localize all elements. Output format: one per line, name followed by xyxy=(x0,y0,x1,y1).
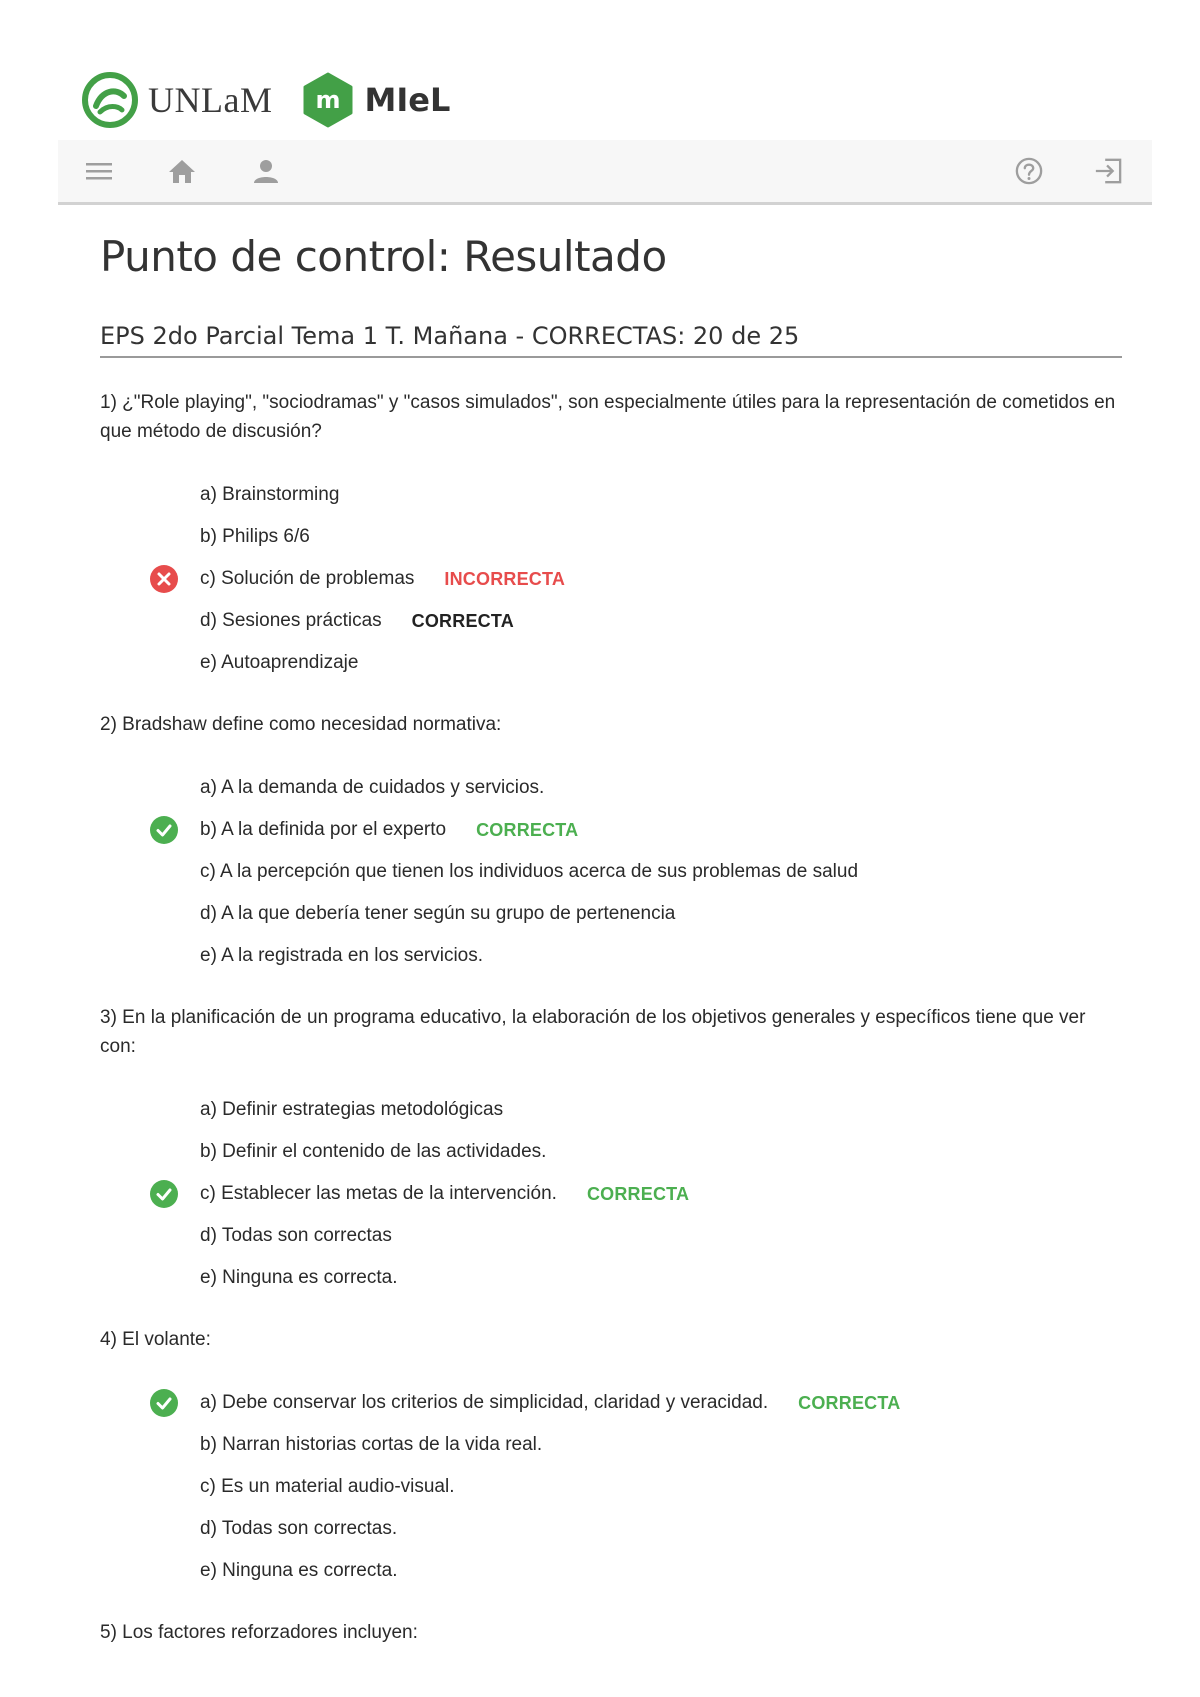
answer-option xyxy=(100,1466,1120,1508)
answer-verdict: CORRECTA xyxy=(586,1183,690,1204)
answer-option-label: b) A la definida por el experto xyxy=(200,819,447,840)
answer-option xyxy=(100,1173,1120,1215)
answer-option-label: c) Establecer las metas de la intervención. xyxy=(200,1183,557,1204)
logout-icon[interactable] xyxy=(1094,157,1122,185)
options-list xyxy=(100,1382,1120,1592)
question-text: 4) El volante: xyxy=(100,1329,211,1350)
answer-option xyxy=(100,642,1120,684)
unlam-name: UNLaM xyxy=(148,80,273,120)
answer-option-label: a) Definir estrategias metodológicas xyxy=(200,1099,504,1120)
questions-list xyxy=(100,388,1120,1647)
answer-option-label: d) Todas son correctas xyxy=(200,1225,392,1246)
answer-option xyxy=(100,809,1120,851)
options-list xyxy=(100,474,1120,684)
correct-check-icon xyxy=(150,1389,178,1417)
question-item xyxy=(100,1003,1120,1299)
answer-option xyxy=(100,558,1120,600)
header-logos xyxy=(82,70,450,130)
answer-option-label: e) A la registrada en los servicios. xyxy=(200,945,484,966)
answer-option-label: b) Narran historias cortas de la vida real. xyxy=(200,1434,543,1455)
answer-verdict: CORRECTA xyxy=(411,610,514,631)
user-icon[interactable] xyxy=(252,157,280,185)
answer-option xyxy=(100,1089,1120,1131)
answer-option-label: e) Ninguna es correcta. xyxy=(200,1267,398,1288)
miel-name: MIeL xyxy=(364,81,451,119)
miel-hexagon-icon xyxy=(302,72,354,128)
question-text: 3) En la planificación de un programa educativo, la elaboración de los objetivos generales y específicos tiene que ver con: xyxy=(100,1007,1086,1057)
answer-option xyxy=(100,474,1120,516)
page-title: Punto de control: Resultado xyxy=(100,232,667,281)
top-navbar xyxy=(58,140,1152,205)
answer-option-label: b) Philips 6/6 xyxy=(200,526,310,547)
answer-option xyxy=(100,893,1120,935)
unlam-emblem-icon xyxy=(82,72,138,128)
question-item xyxy=(100,1618,1120,1647)
menu-icon[interactable] xyxy=(85,157,113,185)
answer-option-label: a) Debe conservar los criterios de simplicidad, claridad y veracidad. xyxy=(200,1392,769,1413)
answer-option-label: c) A la percepción que tienen los individuos acerca de sus problemas de salud xyxy=(200,861,859,882)
answer-option-label: d) Sesiones prácticas xyxy=(200,610,382,631)
answer-option xyxy=(100,1424,1120,1466)
answer-option-label: a) A la demanda de cuidados y servicios. xyxy=(200,777,545,798)
incorrect-x-icon xyxy=(150,565,178,593)
answer-option xyxy=(100,516,1120,558)
answer-option-label: d) A la que debería tener según su grupo de pertenencia xyxy=(200,903,676,924)
answer-option-label: e) Ninguna es correcta. xyxy=(200,1560,398,1581)
answer-verdict: CORRECTA xyxy=(476,819,579,840)
miel-logo[interactable] xyxy=(302,72,450,128)
question-text: 1) ¿"Role playing", "sociodramas" y "casos simulados", son especialmente útiles para la representación de cometidos en que método de discusión? xyxy=(100,392,1116,442)
question-item xyxy=(100,388,1120,684)
question-item xyxy=(100,1325,1120,1592)
answer-option xyxy=(100,935,1120,977)
question-text: 2) Bradshaw define como necesidad normativa: xyxy=(100,714,502,735)
options-list xyxy=(100,1089,1120,1299)
answer-option xyxy=(100,851,1120,893)
answer-verdict: INCORRECTA xyxy=(444,568,566,589)
answer-verdict: CORRECTA xyxy=(798,1392,901,1413)
answer-option xyxy=(100,1550,1120,1592)
answer-option xyxy=(100,1257,1120,1299)
answer-option xyxy=(100,767,1120,809)
unlam-logo[interactable] xyxy=(82,72,272,128)
answer-option-label: c) Es un material audio-visual. xyxy=(200,1476,455,1497)
answer-option-label: b) Definir el contenido de las actividades. xyxy=(200,1141,547,1162)
answer-option xyxy=(100,1131,1120,1173)
correct-check-icon xyxy=(150,1180,178,1208)
answer-option-label: a) Brainstorming xyxy=(200,484,340,505)
correct-check-icon xyxy=(150,816,178,844)
question-item xyxy=(100,710,1120,977)
miel-mark: m xyxy=(315,86,341,114)
answer-option xyxy=(100,1508,1120,1550)
answer-option xyxy=(100,1215,1120,1257)
answer-option-label: e) Autoaprendizaje xyxy=(200,652,359,673)
answer-option xyxy=(100,1382,1120,1424)
quiz-subtitle: EPS 2do Parcial Tema 1 T. Mañana - CORRECTAS: 20 de 25 xyxy=(100,322,1122,358)
help-icon[interactable] xyxy=(1015,157,1043,185)
question-text: 5) Los factores reforzadores incluyen: xyxy=(100,1622,418,1643)
answer-option-label: c) Solución de problemas xyxy=(200,568,415,589)
options-list xyxy=(100,767,1120,977)
answer-option-label: d) Todas son correctas. xyxy=(200,1518,398,1539)
home-icon[interactable] xyxy=(168,157,196,185)
answer-option xyxy=(100,600,1120,642)
